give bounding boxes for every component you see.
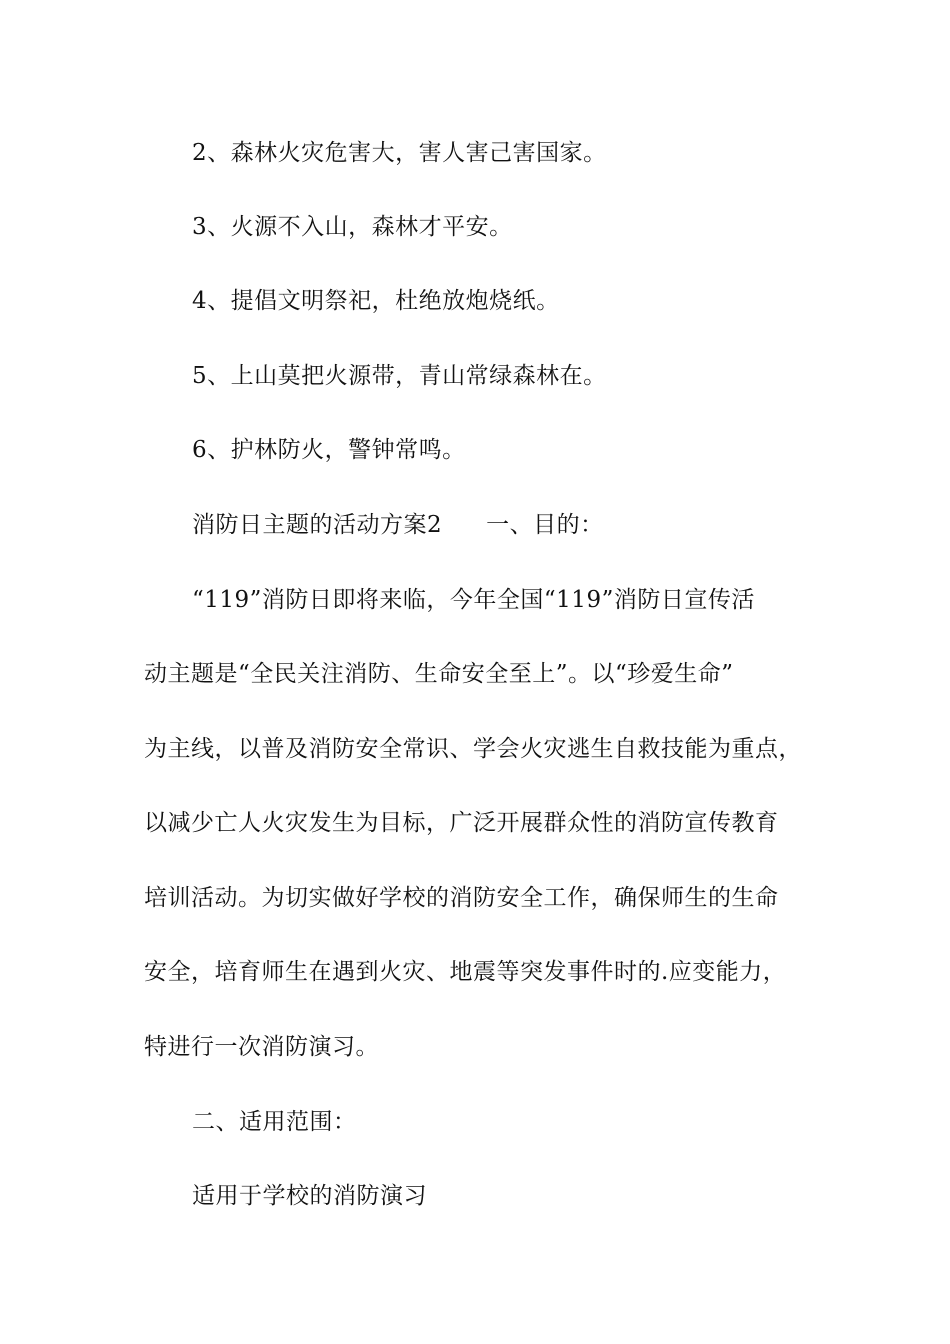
section-heading-purpose: 一、目的： [486,512,604,538]
section-heading-line [192,510,604,540]
list-item: 6、护林防火，警钟常鸣。 [192,437,466,463]
paragraph-line: 特进行一次消防演习。 [144,1034,379,1060]
list-item: 4、提倡文明祭祀，杜绝放炮烧纸。 [192,288,560,314]
paragraph-line: 为主线，以普及消防安全常识、学会火灾逃生自救技能为重点， [144,736,802,762]
paragraph-line: 培训活动。为切实做好学校的消防安全工作，确保师生的生命 [144,885,779,911]
paragraph-line: 以减少亡人火灾发生为目标，广泛开展群众性的消防宣传教育 [144,810,779,836]
list-item: 5、上山莫把火源带，青山常绿森林在。 [192,363,607,389]
scope-text: 适用于学校的消防演习 [192,1183,427,1209]
paragraph-line: “119”消防日即将来临，今年全国“119”消防日宣传活 [192,587,755,613]
plan-title: 消防日主题的活动方案2 [192,512,443,538]
paragraph-line: 安全，培育师生在遇到火灾、地震等突发事件时的.应变能力， [144,959,787,985]
list-item: 2、森林火灾危害大，害人害己害国家。 [192,140,607,166]
list-item: 3、火源不入山，森林才平安。 [192,214,513,240]
section-heading-scope: 二、适用范围： [192,1109,357,1135]
paragraph-line: 动主题是“全民关注消防、生命安全至上”。以“珍爱生命” [144,661,734,687]
